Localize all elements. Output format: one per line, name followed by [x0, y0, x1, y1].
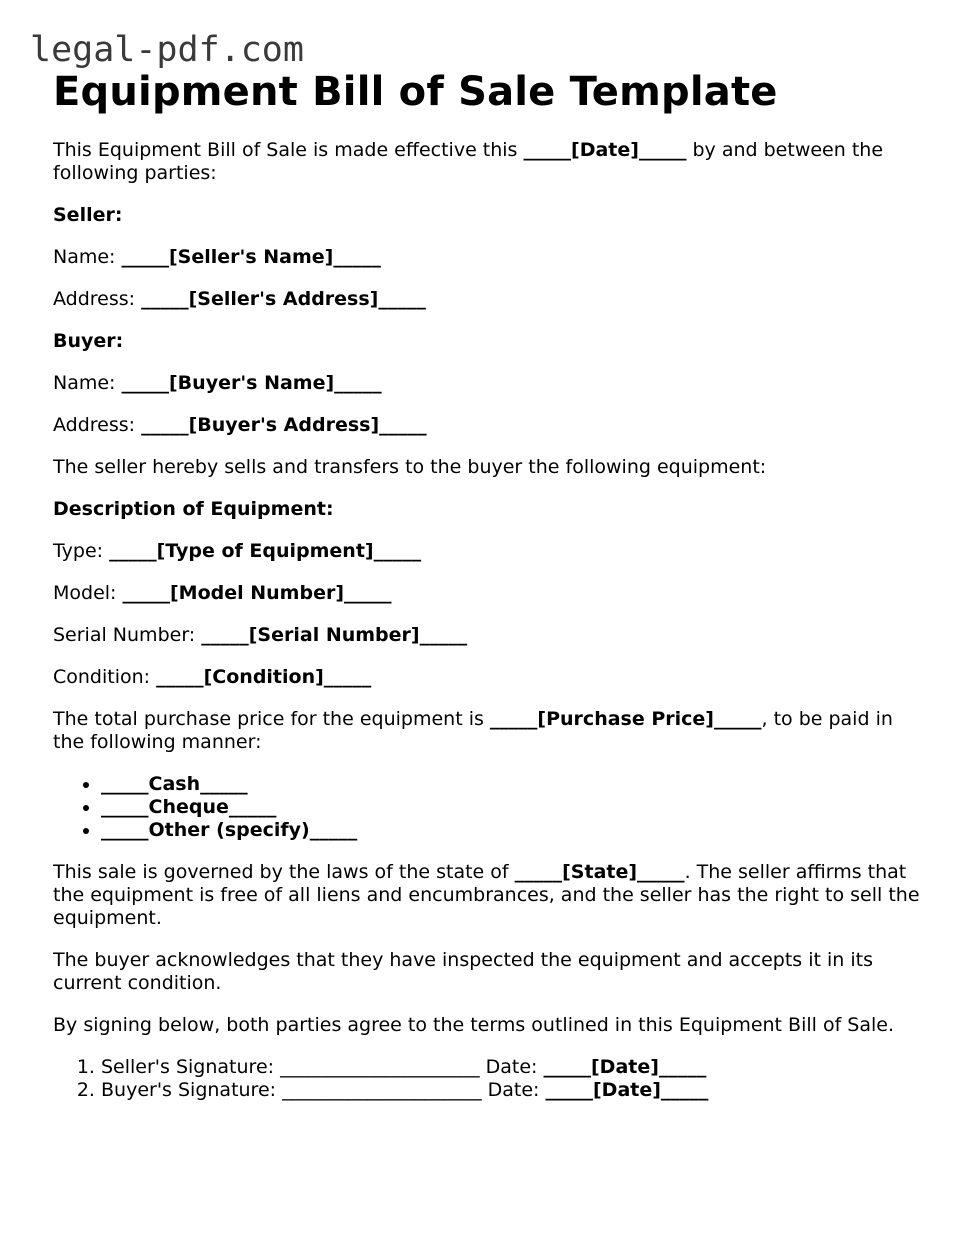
buyer-signature-line [101, 1079, 923, 1102]
price-text-after: , to be paid in the following manner: [53, 708, 893, 753]
intro-paragraph [53, 139, 923, 185]
buyer-address-label: Address: [53, 414, 142, 436]
seller-signature-line [101, 1056, 923, 1079]
seller-date-label: Date: [479, 1056, 544, 1078]
buyer-address-field[interactable]: _____[Buyer's Address]_____ [141, 414, 427, 436]
acknowledgement-paragraph: The buyer acknowledges that they have inspected the equipment and accepts it in its current condition. [53, 949, 873, 994]
purchase-price-field[interactable]: _____[Purchase Price]_____ [489, 708, 762, 730]
seller-signature-field[interactable]: _____________________ [280, 1056, 480, 1078]
seller-signature-label: Seller's Signature: [101, 1056, 281, 1078]
equipment-type-field[interactable]: _____[Type of Equipment]_____ [109, 540, 422, 562]
equipment-serial-field[interactable]: _____[Serial Number]_____ [201, 624, 468, 646]
payment-cheque-field[interactable]: _____Cheque_____ [101, 796, 277, 818]
buyer-date-field[interactable]: _____[Date]_____ [545, 1079, 709, 1101]
intro-text-after: by and between the following parties: [53, 139, 884, 184]
seller-address-line [53, 288, 923, 311]
equipment-serial-line [53, 624, 923, 647]
equipment-condition-line [53, 666, 923, 689]
site-watermark: legal-pdf.com [30, 30, 304, 70]
state-field[interactable]: _____[State]_____ [514, 861, 685, 883]
buyer-name-field[interactable]: _____[Buyer's Name]_____ [121, 372, 382, 394]
buyer-name-line [53, 372, 923, 395]
transfer-paragraph: The seller hereby sells and transfers to the buyer the following equipment: [53, 456, 767, 478]
buyer-signature-field[interactable]: _____________________ [282, 1079, 482, 1101]
buyer-name-label: Name: [53, 372, 122, 394]
equipment-model-field[interactable]: _____[Model Number]_____ [122, 582, 392, 604]
equipment-heading-text: Description of Equipment: [53, 498, 334, 520]
equipment-condition-field[interactable]: _____[Condition]_____ [156, 666, 372, 688]
agreement-paragraph: By signing below, both parties agree to the terms outlined in this Equipment Bill of Sale. [53, 1014, 895, 1036]
payment-method-item [101, 796, 923, 819]
buyer-address-line [53, 414, 923, 437]
seller-heading [53, 204, 923, 227]
seller-name-label: Name: [53, 246, 122, 268]
buyer-signature-label: Buyer's Signature: [101, 1079, 283, 1101]
governing-text-after: . The seller affirms that the equipment is free of all liens and encumbrances, and the seller has the right to sell the equipment. [53, 861, 920, 929]
document-title: Equipment Bill of Sale Template [53, 69, 778, 115]
seller-date-field[interactable]: _____[Date]_____ [543, 1056, 707, 1078]
payment-method-item [101, 773, 923, 796]
buyer-date-label: Date: [481, 1079, 546, 1101]
equipment-model-label: Model: [53, 582, 123, 604]
payment-cash-field[interactable]: _____Cash_____ [101, 773, 248, 795]
equipment-serial-label: Serial Number: [53, 624, 202, 646]
document-body [53, 139, 923, 1102]
intro-text-before: This Equipment Bill of Sale is made effective this [53, 139, 524, 161]
equipment-heading [53, 498, 923, 521]
payment-method-item [101, 819, 923, 842]
equipment-condition-label: Condition: [53, 666, 157, 688]
seller-address-field[interactable]: _____[Seller's Address]_____ [141, 288, 426, 310]
seller-name-line [53, 246, 923, 269]
document-page [53, 70, 923, 1102]
payment-method-list [53, 773, 923, 842]
buyer-heading-text: Buyer: [53, 330, 124, 352]
equipment-type-label: Type: [53, 540, 110, 562]
seller-address-label: Address: [53, 288, 142, 310]
price-text-before: The total purchase price for the equipment is [53, 708, 490, 730]
governing-law-paragraph [53, 861, 923, 930]
effective-date-field[interactable]: _____[Date]_____ [523, 139, 687, 161]
equipment-type-line [53, 540, 923, 563]
equipment-model-line [53, 582, 923, 605]
payment-other-field[interactable]: _____Other (specify)_____ [101, 819, 358, 841]
governing-text-before: This sale is governed by the laws of the state of [53, 861, 515, 883]
signature-list [53, 1056, 923, 1102]
price-paragraph [53, 708, 923, 754]
seller-heading-text: Seller: [53, 204, 123, 226]
seller-name-field[interactable]: _____[Seller's Name]_____ [121, 246, 381, 268]
buyer-heading [53, 330, 923, 353]
